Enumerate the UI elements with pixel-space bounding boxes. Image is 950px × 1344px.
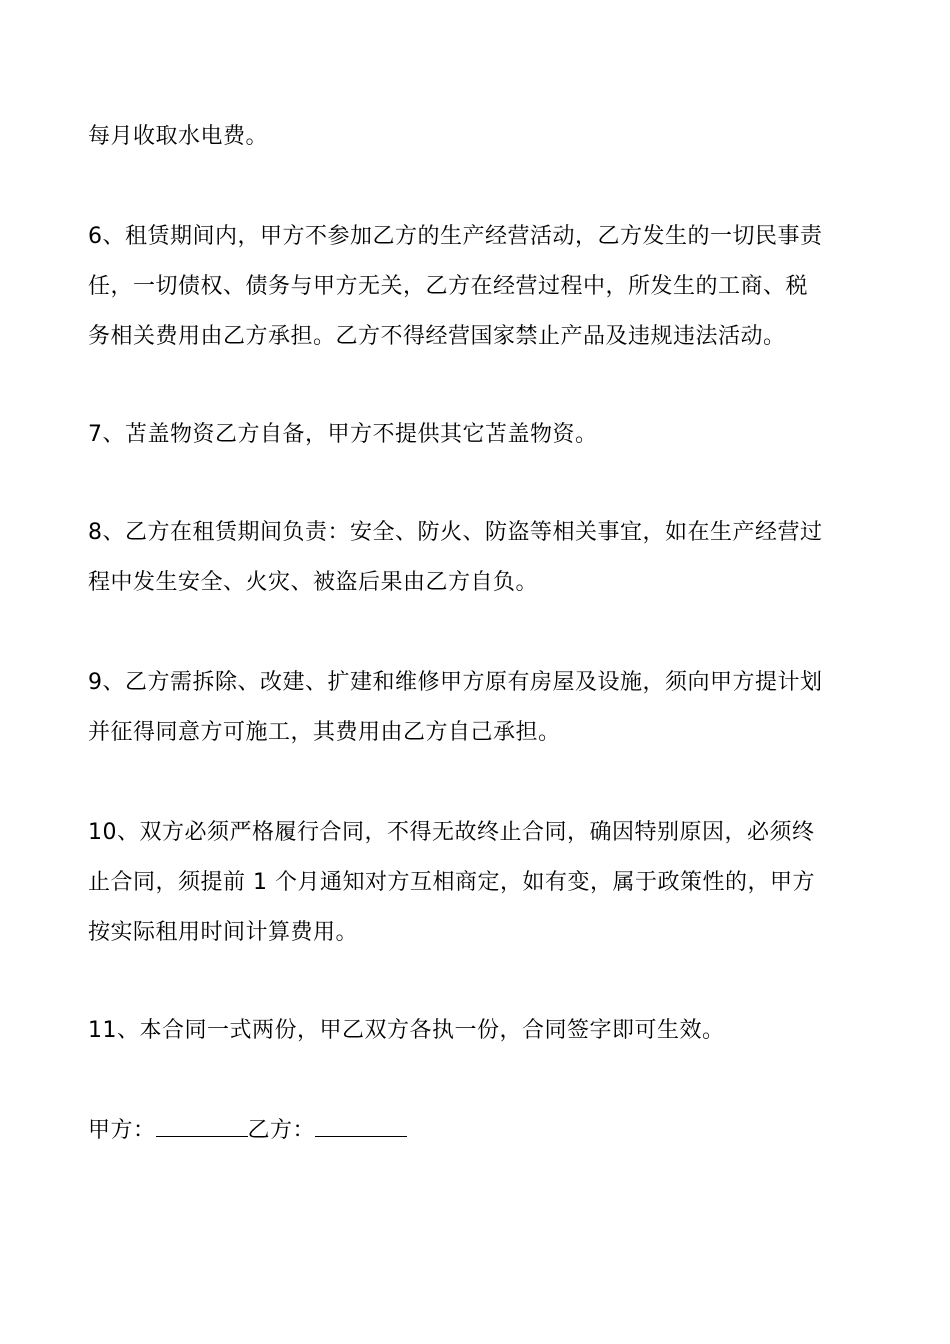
paragraph-line: 务相关费用由乙方承担。乙方不得经营国家禁止产品及违规违法活动。	[88, 324, 786, 349]
party-a-signature-blank	[156, 1116, 248, 1137]
paragraph-line: 9、乙方需拆除、改建、扩建和维修甲方原有房屋及设施，须向甲方提计划	[88, 670, 823, 695]
paragraph-line: 程中发生安全、火灾、被盗后果由乙方自负。	[88, 570, 539, 595]
party-b-signature-blank	[315, 1116, 407, 1137]
party-a-label: 甲方：	[88, 1118, 156, 1143]
paragraph-line: 6、租赁期间内，甲方不参加乙方的生产经营活动，乙方发生的一切民事责	[88, 224, 823, 249]
paragraph-line: 止合同，须提前 1 个月通知对方互相商定，如有变，属于政策性的，甲方	[88, 870, 815, 895]
paragraph-line: 任，一切债权、债务与甲方无关，乙方在经营过程中，所发生的工商、税	[88, 274, 809, 299]
paragraph-line: 并征得同意方可施工，其费用由乙方自己承担。	[88, 720, 561, 745]
paragraph-line: 每月收取水电费。	[88, 124, 269, 149]
paragraph-line: 8、乙方在租赁期间负责：安全、防火、防盗等相关事宜，如在生产经营过	[88, 520, 823, 545]
signature-line	[88, 1116, 878, 1146]
paragraph-line: 11、本合同一式两份，甲乙双方各执一份，合同签字即可生效。	[88, 1018, 725, 1043]
paragraph-line: 7、苫盖物资乙方自备，甲方不提供其它苫盖物资。	[88, 422, 598, 447]
party-b-label: 乙方：	[247, 1118, 316, 1143]
paragraph-line: 按实际租用时间计算费用。	[88, 920, 359, 945]
paragraph-line: 10、双方必须严格履行合同，不得无故终止合同，确因特别原因，必须终	[88, 820, 815, 845]
